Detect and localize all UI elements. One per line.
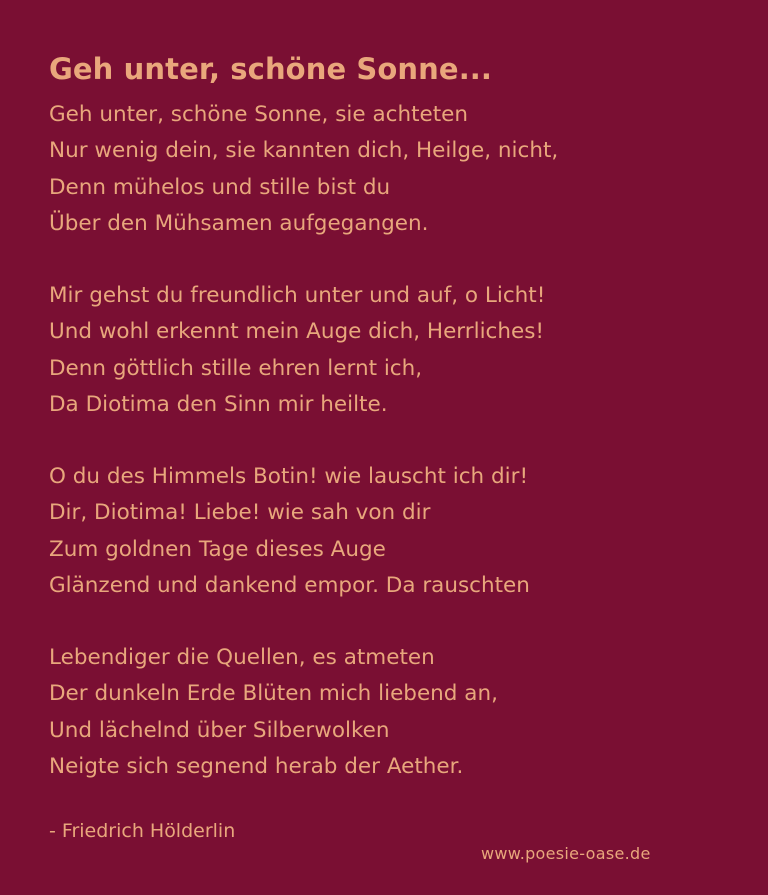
poem-author: - Friedrich Hölderlin [49, 820, 236, 842]
poem-line: Und wohl erkennt mein Auge dich, Herrliches! [49, 319, 545, 345]
poem-line: Zum goldnen Tage dieses Auge [49, 536, 386, 562]
poem-line: O du des Himmels Botin! wie lauscht ich dir! [49, 463, 529, 489]
poem-line: Und lächelnd über Silberwolken [49, 717, 390, 743]
poem-line: Der dunkeln Erde Blüten mich liebend an, [49, 681, 498, 707]
stanza-3 [49, 459, 728, 605]
poem-line: Denn göttlich stille ehren lernt ich, [49, 355, 423, 381]
poem-line: Geh unter, schöne Sonne, sie achteten [49, 101, 469, 127]
poem-line: Über den Mühsamen aufgegangen. [49, 211, 429, 237]
poem-line: Glänzend und dankend empor. Da rauschten [49, 573, 530, 599]
poem-line: Dir, Diotima! Liebe! wie sah von dir [49, 500, 431, 526]
poem-title: Geh unter, schöne Sonne... [49, 52, 493, 86]
poem-line: Nur wenig dein, sie kannten dich, Heilge, nicht, [49, 138, 559, 164]
stanza-4 [49, 640, 728, 786]
website-link[interactable]: www.poesie-oase.de [481, 844, 651, 863]
poem-line: Da Diotima den Sinn mir heilte. [49, 392, 388, 418]
stanza-2 [49, 278, 728, 424]
poem-line: Neigte sich segnend herab der Aether. [49, 754, 464, 780]
poem-line: Lebendiger die Quellen, es atmeten [49, 644, 435, 670]
stanza-1 [49, 97, 728, 243]
poem-line: Mir gehst du freundlich unter und auf, o Licht! [49, 282, 546, 308]
poem-line: Denn mühelos und stille bist du [49, 174, 391, 200]
